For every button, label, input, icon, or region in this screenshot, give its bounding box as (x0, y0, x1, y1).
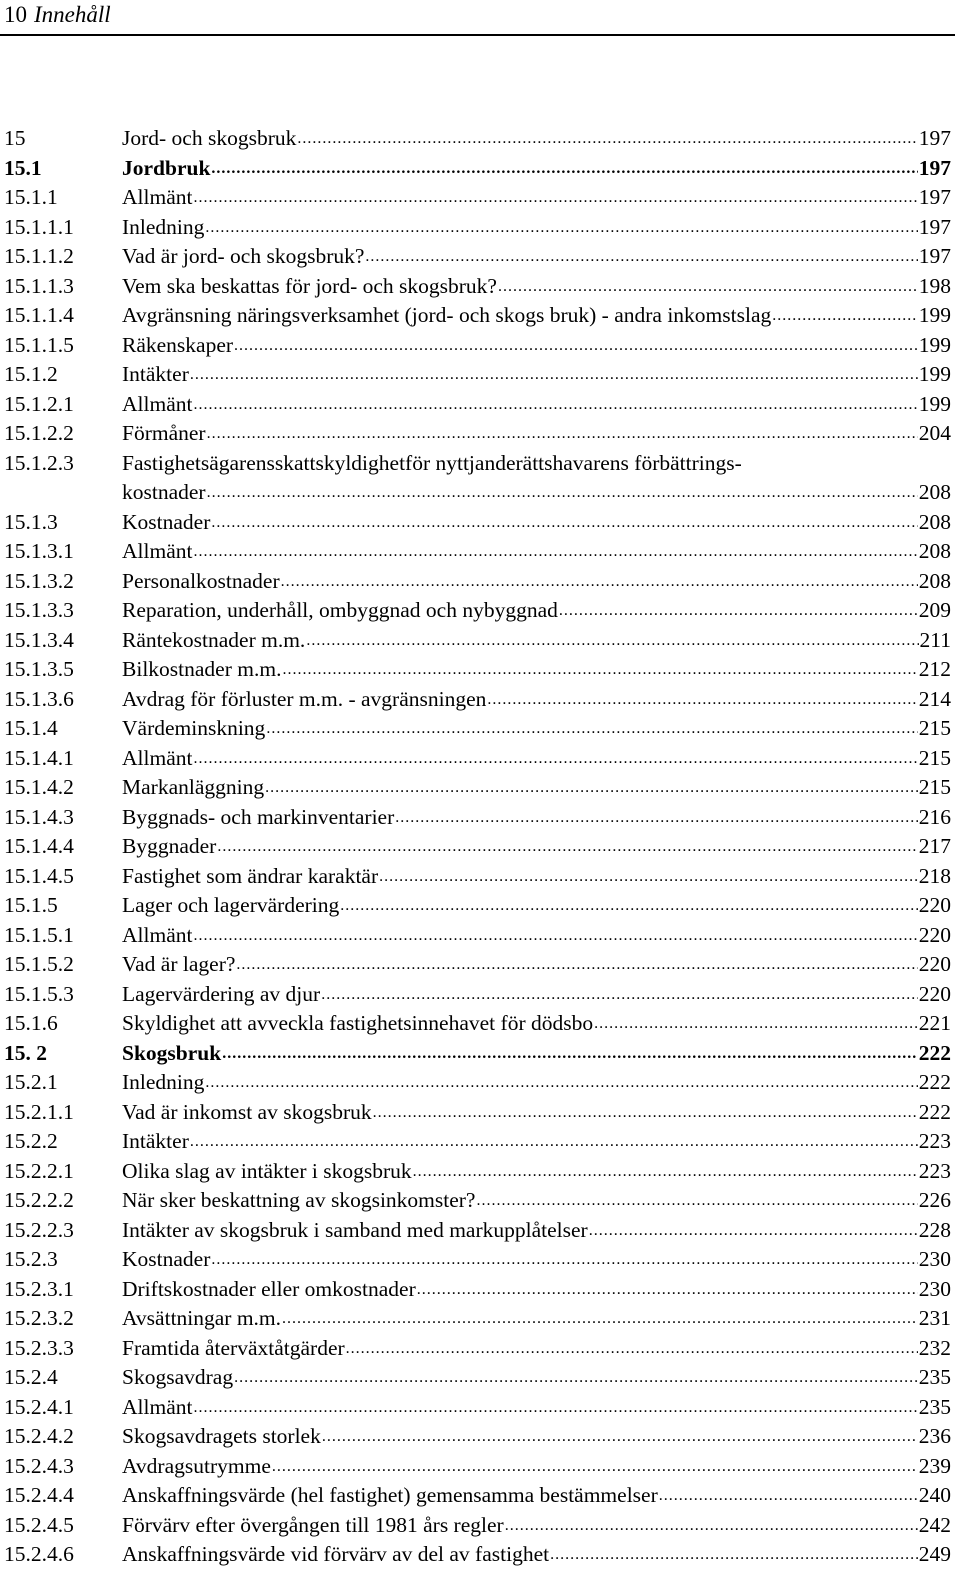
toc-entry[interactable] (4, 1511, 951, 1541)
page-number: 10 (4, 2, 27, 27)
toc-entry-title: Allmänt (122, 391, 193, 416)
toc-entry[interactable] (4, 301, 951, 331)
toc-entry[interactable] (4, 1098, 951, 1128)
toc-entry-title: Fastighet som ändrar karaktär (122, 863, 379, 888)
toc-entry[interactable] (4, 950, 951, 980)
toc-entry-body (122, 1422, 951, 1452)
dot-leader (190, 360, 918, 390)
toc-entry-body (122, 1245, 951, 1275)
dot-leader (272, 1452, 918, 1482)
toc-entry-page: 216 (918, 804, 951, 829)
dot-leader (207, 478, 918, 508)
toc-entry[interactable] (4, 685, 951, 715)
toc-entry-number: 15.1.6 (4, 1011, 58, 1035)
toc-entry-title: Framtida återväxtåtgärder (122, 1335, 345, 1360)
toc-entry[interactable] (4, 154, 951, 184)
toc-entry[interactable] (4, 1393, 951, 1423)
toc-entry-number: 15.2.4.4 (4, 1483, 74, 1507)
toc-entry-title: Inledning (122, 214, 205, 239)
toc-entry-body (122, 272, 951, 302)
toc-entry-body (122, 1304, 951, 1334)
toc-entry[interactable] (4, 1157, 951, 1187)
toc-entry-title: Förvärv efter övergången till 1981 års regler (122, 1512, 504, 1537)
toc-entry[interactable] (4, 832, 951, 862)
dot-leader (589, 1216, 918, 1246)
toc-entry-number: 15.1.2.3 (4, 450, 74, 475)
toc-entry-page: 236 (918, 1424, 951, 1448)
toc-entry-number: 15.2.2.3 (4, 1217, 74, 1242)
toc-entry[interactable] (4, 980, 951, 1010)
toc-entry-page: 231 (918, 1306, 951, 1330)
toc-entry[interactable] (4, 626, 951, 656)
toc-entry-title: Byggnads- och markinventarier (122, 804, 395, 829)
toc-entry-body (122, 213, 951, 243)
toc-entry-title: Förmåner (122, 421, 206, 445)
toc-entry-body (122, 803, 951, 833)
dot-leader (265, 773, 918, 803)
toc-entry-page: 197 (918, 185, 951, 209)
toc-entry[interactable] (4, 596, 951, 626)
page-title: Innehåll (34, 2, 111, 27)
toc-entry-number: 15.2.4.2 (4, 1424, 74, 1448)
toc-entry-body (122, 891, 951, 921)
toc-entry-title: Anskaffningsvärde vid förvärv av del av fastighet (122, 1542, 550, 1566)
toc-entry-body (122, 183, 951, 213)
dot-leader (193, 744, 917, 774)
toc-entry-body (122, 655, 951, 685)
toc-entry-number: 15.1.4.3 (4, 804, 74, 829)
dot-leader (205, 213, 917, 243)
toc-entry[interactable] (4, 803, 951, 833)
toc-entry[interactable] (4, 1245, 951, 1275)
page-header (4, 2, 111, 28)
dot-leader (211, 508, 917, 538)
dot-leader (193, 390, 917, 420)
toc-entry-title: Olika slag av intäkter i skogsbruk (122, 1158, 412, 1183)
dot-leader (594, 1009, 918, 1039)
dot-leader (222, 1039, 918, 1069)
toc-entry-title: Avsättningar m.m. (122, 1306, 282, 1330)
toc-entry[interactable] (4, 862, 951, 892)
toc-entry-body (122, 773, 951, 803)
toc-entry[interactable] (4, 331, 951, 361)
toc-entry-title: Allmänt (122, 185, 193, 209)
toc-entry-number: 15.1.3.3 (4, 598, 74, 622)
toc-entry-body (122, 154, 951, 184)
dot-leader (234, 331, 918, 361)
toc-entry-body (122, 567, 951, 597)
toc-entry-page: 215 (918, 775, 951, 799)
toc-entry-title: Allmänt (122, 539, 193, 563)
toc-entry-page: 222 (918, 1099, 951, 1124)
dot-leader (234, 1363, 918, 1393)
toc-entry-title: Allmänt (122, 745, 193, 770)
toc-entry-title: Fastighetsägarensskattskyldighetför nyttjanderättshavarens förbättrings- (122, 450, 742, 475)
toc-entry-title: Kostnader (122, 1247, 211, 1271)
toc-entry-page: 240 (918, 1483, 951, 1507)
toc-entry-number: 15.1.1 (4, 185, 58, 209)
toc-entry-page: 217 (918, 834, 951, 858)
toc-entry-page: 208 (918, 568, 951, 593)
toc-entry-number: 15.1.2.2 (4, 421, 74, 445)
toc-entry-number: 15.2.3.2 (4, 1306, 74, 1330)
toc-entry-body (122, 1363, 951, 1393)
toc-entry-number: 15.2.4.6 (4, 1542, 74, 1566)
toc-entry-body (122, 360, 951, 390)
toc-entry-page: 230 (918, 1276, 951, 1301)
toc-entry-page: 209 (918, 598, 951, 622)
dot-leader (306, 626, 918, 656)
toc-entry[interactable] (4, 242, 951, 272)
dot-leader (772, 301, 918, 331)
toc-entry[interactable] (4, 213, 951, 243)
toc-entry-page: 220 (918, 893, 951, 917)
toc-entry-body (122, 419, 951, 449)
toc-entry-title: Allmänt (122, 1394, 193, 1419)
toc-entry[interactable] (4, 1363, 951, 1393)
toc-entry-body (122, 685, 951, 715)
toc-entry-number: 15.1.5 (4, 893, 58, 917)
toc-entry-page: 222 (918, 1040, 951, 1065)
dot-leader (193, 183, 917, 213)
toc-entry-title: Intäkter av skogsbruk i samband med markupplåtelser (122, 1217, 588, 1242)
toc-entry-title: Byggnader (122, 834, 217, 858)
toc-entry-title: Kostnader (122, 509, 211, 534)
toc-entry-body (122, 390, 951, 420)
toc-entry-page: 204 (918, 421, 951, 445)
toc-entry-page: 214 (918, 686, 951, 711)
toc-entry[interactable] (4, 1127, 951, 1157)
toc-entry-title: Skogsavdragets storlek (122, 1424, 321, 1448)
toc-entry-page: 222 (918, 1070, 951, 1094)
toc-entry-line (122, 449, 951, 479)
dot-leader (193, 1393, 917, 1423)
dot-leader (559, 596, 918, 626)
toc-entry[interactable] (4, 1039, 951, 1069)
toc-entry-number: 15.1.2.1 (4, 391, 74, 416)
dot-leader (282, 1304, 918, 1334)
dot-leader (322, 1422, 918, 1452)
toc-entry-page: 228 (918, 1217, 951, 1242)
toc-entry-title: Räkenskaper (122, 332, 234, 357)
toc-entry-body (122, 714, 951, 744)
toc-entry-body (122, 1186, 951, 1216)
toc-entry-page: 215 (918, 745, 951, 770)
toc-entry-page: 198 (918, 273, 951, 298)
toc-entry-number: 15.2.4.5 (4, 1512, 74, 1537)
toc-entry-number: 15.1.1.5 (4, 332, 74, 357)
toc-entry-title: Skyldighet att avveckla fastighetsinnehavet för dödsbo (122, 1011, 594, 1035)
toc-entry-number: 15.2.2 (4, 1129, 58, 1153)
toc-entry-title: Skogsavdrag (122, 1365, 234, 1389)
toc-entry-number: 15. 2 (4, 1040, 47, 1065)
toc-entry-page: 230 (918, 1247, 951, 1271)
dot-leader (413, 1157, 918, 1187)
toc-entry[interactable] (4, 508, 951, 538)
toc-entry-page: 199 (918, 362, 951, 386)
toc-entry-title: Räntekostnader m.m. (122, 627, 306, 652)
toc-entry[interactable] (4, 773, 951, 803)
toc-entry-title: kostnader (122, 480, 206, 504)
toc-entry-body (122, 1216, 951, 1246)
toc-entry[interactable] (4, 1186, 951, 1216)
dot-leader (373, 1098, 918, 1128)
toc-entry-page: 211 (919, 627, 951, 652)
dot-leader (321, 980, 918, 1010)
toc-entry-number: 15.1.1.3 (4, 273, 74, 298)
toc-entry-number: 15.2.3.1 (4, 1276, 74, 1301)
toc-entry[interactable] (4, 1422, 951, 1452)
toc-entry-page: 197 (918, 155, 951, 180)
toc-entry-title: Allmänt (122, 922, 193, 947)
toc-entry-body (122, 921, 951, 951)
toc-entry-title: Jordbruk (122, 155, 211, 180)
dot-leader (550, 1540, 918, 1570)
toc-entry[interactable] (4, 124, 951, 154)
toc-entry-body (122, 1275, 951, 1305)
toc-entry[interactable] (4, 567, 951, 597)
toc-entry-number: 15.1.1.1 (4, 214, 74, 239)
toc-entry-page: 239 (918, 1453, 951, 1478)
toc-entry-page: 212 (918, 657, 951, 681)
dot-leader (281, 567, 918, 597)
toc-entry-title: Vad är lager? (122, 952, 236, 976)
toc-entry-number: 15.2.3.3 (4, 1335, 74, 1360)
dot-leader (487, 685, 917, 715)
toc-entry-page: 223 (918, 1158, 951, 1183)
toc-entry-title: Avdrag för förluster m.m. - avgränsningen (122, 686, 487, 711)
dot-leader (659, 1481, 918, 1511)
dot-leader (476, 1186, 917, 1216)
toc-entry-page: 208 (918, 480, 951, 504)
toc-entry-title: Lager och lagervärdering (122, 893, 340, 917)
toc-entry-page: 235 (918, 1365, 951, 1389)
toc-entry-number: 15.1.1.4 (4, 303, 74, 327)
toc-entry-title: Avgränsning näringsverksamhet (jord- och skogs bruk) - andra inkomstslag (122, 303, 772, 327)
toc-entry-page: 215 (918, 716, 951, 740)
dot-leader (282, 655, 917, 685)
toc-entry-number: 15.2.4.3 (4, 1453, 74, 1478)
toc-entry-page: 208 (918, 539, 951, 563)
dot-leader (340, 891, 917, 921)
toc-entry-body (122, 124, 951, 154)
toc-entry[interactable] (4, 1068, 951, 1098)
toc-entry[interactable] (4, 1009, 951, 1039)
toc-entry[interactable] (4, 1540, 951, 1570)
toc-entry[interactable] (4, 390, 951, 420)
toc-entry-number: 15.2.2.1 (4, 1158, 74, 1183)
toc-entry-title: Vad är inkomst av skogsbruk (122, 1099, 372, 1124)
toc-entry-body (122, 449, 951, 508)
toc-entry-number: 15.2.2.2 (4, 1188, 74, 1212)
toc-entry-body (122, 862, 951, 892)
toc-entry-title: När sker beskattning av skogsinkomster? (122, 1188, 476, 1212)
toc-entry[interactable] (4, 1452, 951, 1482)
toc-entry[interactable] (4, 891, 951, 921)
toc-entry[interactable] (4, 449, 951, 508)
toc-entry-number: 15.1.5.2 (4, 952, 74, 976)
dot-leader (193, 921, 917, 951)
toc-entry-number: 15.2.4.1 (4, 1394, 74, 1419)
toc-entry-number: 15.1.3.2 (4, 568, 74, 593)
toc-entry-number: 15.2.4 (4, 1365, 58, 1389)
toc-entry-page: 249 (918, 1542, 951, 1566)
toc-entry-page: 235 (918, 1394, 951, 1419)
toc-entry[interactable] (4, 1275, 951, 1305)
toc-entry-number: 15.1.3.6 (4, 686, 74, 711)
toc-entry-body (122, 1127, 951, 1157)
toc-entry-title: Intäkter (122, 362, 189, 386)
toc-entry-title: Jord- och skogsbruk (122, 126, 297, 150)
toc-entry-number: 15.1.4 (4, 716, 58, 740)
toc-entry-title: Avdragsutrymme (122, 1453, 271, 1478)
toc-entry-page: 220 (918, 922, 951, 947)
toc-entry-page: 242 (918, 1512, 951, 1537)
toc-entry-page: 232 (918, 1335, 951, 1360)
dot-leader (417, 1275, 918, 1305)
toc-entry-page: 199 (918, 303, 951, 327)
toc-entry[interactable] (4, 360, 951, 390)
toc-entry-title: Markanläggning (122, 775, 265, 799)
toc-entry-page: 199 (918, 332, 951, 357)
toc-entry-body (122, 331, 951, 361)
toc-entry-page: 221 (918, 1011, 951, 1035)
toc-entry-body (122, 1393, 951, 1423)
toc-entry[interactable] (4, 1304, 951, 1334)
toc-entry-number: 15.1.4.4 (4, 834, 74, 858)
toc-entry-title: Reparation, underhåll, ombyggnad och nybyggnad (122, 598, 558, 622)
toc-entry[interactable] (4, 655, 951, 685)
toc-entry-title: Anskaffningsvärde (hel fastighet) gemensamma bestämmelser (122, 1483, 658, 1507)
dot-leader (207, 419, 918, 449)
toc-entry-number: 15.1.3 (4, 509, 58, 534)
toc-entry-number: 15.1.5.3 (4, 981, 74, 1006)
toc-entry-number: 15.1.3.5 (4, 657, 74, 681)
toc-entry[interactable] (4, 537, 951, 567)
toc-entry[interactable] (4, 183, 951, 213)
toc-entry-number: 15.2.1.1 (4, 1099, 74, 1124)
toc-entry-title: Värdeminskning (122, 716, 266, 740)
toc-entry-number: 15.1.4.1 (4, 745, 74, 770)
toc-entry-body (122, 1452, 951, 1482)
dot-leader (395, 803, 918, 833)
toc-entry[interactable] (4, 714, 951, 744)
toc-entry[interactable] (4, 744, 951, 774)
toc-entry-body (122, 980, 951, 1010)
toc-entry-body (122, 1098, 951, 1128)
dot-leader (217, 832, 917, 862)
toc-entry[interactable] (4, 272, 951, 302)
toc-entry-title: Vad är jord- och skogsbruk? (122, 244, 365, 268)
toc-entry-title: Bilkostnader m.m. (122, 657, 282, 681)
toc-entry-number: 15 (4, 126, 26, 150)
toc-entry-number: 15.1.5.1 (4, 922, 74, 947)
toc-entry-number: 15.1.4.5 (4, 863, 74, 888)
toc-entry[interactable] (4, 921, 951, 951)
toc-entry-number: 15.1.4.2 (4, 775, 74, 799)
toc-entry-page: 199 (918, 391, 951, 416)
toc-entry-number: 15.2.1 (4, 1070, 58, 1094)
dot-leader (193, 537, 917, 567)
dot-leader (346, 1334, 918, 1364)
dot-leader (379, 862, 918, 892)
toc-entry-line (122, 478, 951, 508)
dot-leader (190, 1127, 918, 1157)
toc-entry-body (122, 596, 951, 626)
toc-entry-number: 15.1 (4, 155, 42, 180)
toc-entry-body (122, 832, 951, 862)
toc-entry-body (122, 1334, 951, 1364)
dot-leader (266, 714, 917, 744)
toc-entry-body (122, 1511, 951, 1541)
dot-leader (505, 1511, 918, 1541)
toc-entry-page: 220 (918, 952, 951, 976)
toc-entry[interactable] (4, 1481, 951, 1511)
toc-entry-page: 197 (918, 126, 951, 150)
toc-entry-body (122, 1039, 951, 1069)
toc-entry-body (122, 508, 951, 538)
toc-entry-page: 197 (918, 244, 951, 268)
toc-entry-body (122, 1540, 951, 1570)
toc-entry-title: Vem ska beskattas för jord- och skogsbruk? (122, 273, 497, 298)
toc-entry-body (122, 301, 951, 331)
toc-entry-page: 208 (918, 509, 951, 534)
toc-entry-number: 15.1.2 (4, 362, 58, 386)
toc-entry-title: Intäkter (122, 1129, 189, 1153)
toc-entry-number: 15.1.1.2 (4, 244, 74, 268)
toc-entry-title: Skogsbruk (122, 1040, 222, 1065)
toc-entry-body (122, 1157, 951, 1187)
toc-entry-page: 220 (918, 981, 951, 1006)
toc-entry-number: 15.1.3.1 (4, 539, 74, 563)
dot-leader (236, 950, 917, 980)
toc-entry-number: 15.2.3 (4, 1247, 58, 1271)
toc-entry-body (122, 537, 951, 567)
toc-entry-page: 197 (918, 214, 951, 239)
dot-leader (498, 272, 918, 302)
toc-entry-title: Inledning (122, 1070, 205, 1094)
toc-entry[interactable] (4, 1216, 951, 1246)
toc-entry-title: Personalkostnader (122, 568, 280, 593)
toc-entry-body (122, 626, 951, 656)
toc-entry-body (122, 1481, 951, 1511)
toc-entry[interactable] (4, 1334, 951, 1364)
header-divider (0, 34, 955, 36)
toc-entry-body (122, 1009, 951, 1039)
table-of-contents (4, 124, 951, 1570)
dot-leader (297, 124, 917, 154)
dot-leader (211, 154, 917, 184)
toc-entry[interactable] (4, 419, 951, 449)
toc-entry-title: Driftskostnader eller omkostnader (122, 1276, 416, 1301)
toc-entry-page: 226 (918, 1188, 951, 1212)
dot-leader (211, 1245, 917, 1275)
toc-entry-page: 223 (918, 1129, 951, 1153)
toc-entry-number: 15.1.3.4 (4, 627, 74, 652)
toc-entry-body (122, 242, 951, 272)
toc-entry-body (122, 1068, 951, 1098)
toc-entry-title: Lagervärdering av djur (122, 981, 321, 1006)
dot-leader (205, 1068, 917, 1098)
dot-leader (365, 242, 917, 272)
toc-entry-body (122, 744, 951, 774)
toc-entry-body (122, 950, 951, 980)
toc-entry-page: 218 (918, 863, 951, 888)
